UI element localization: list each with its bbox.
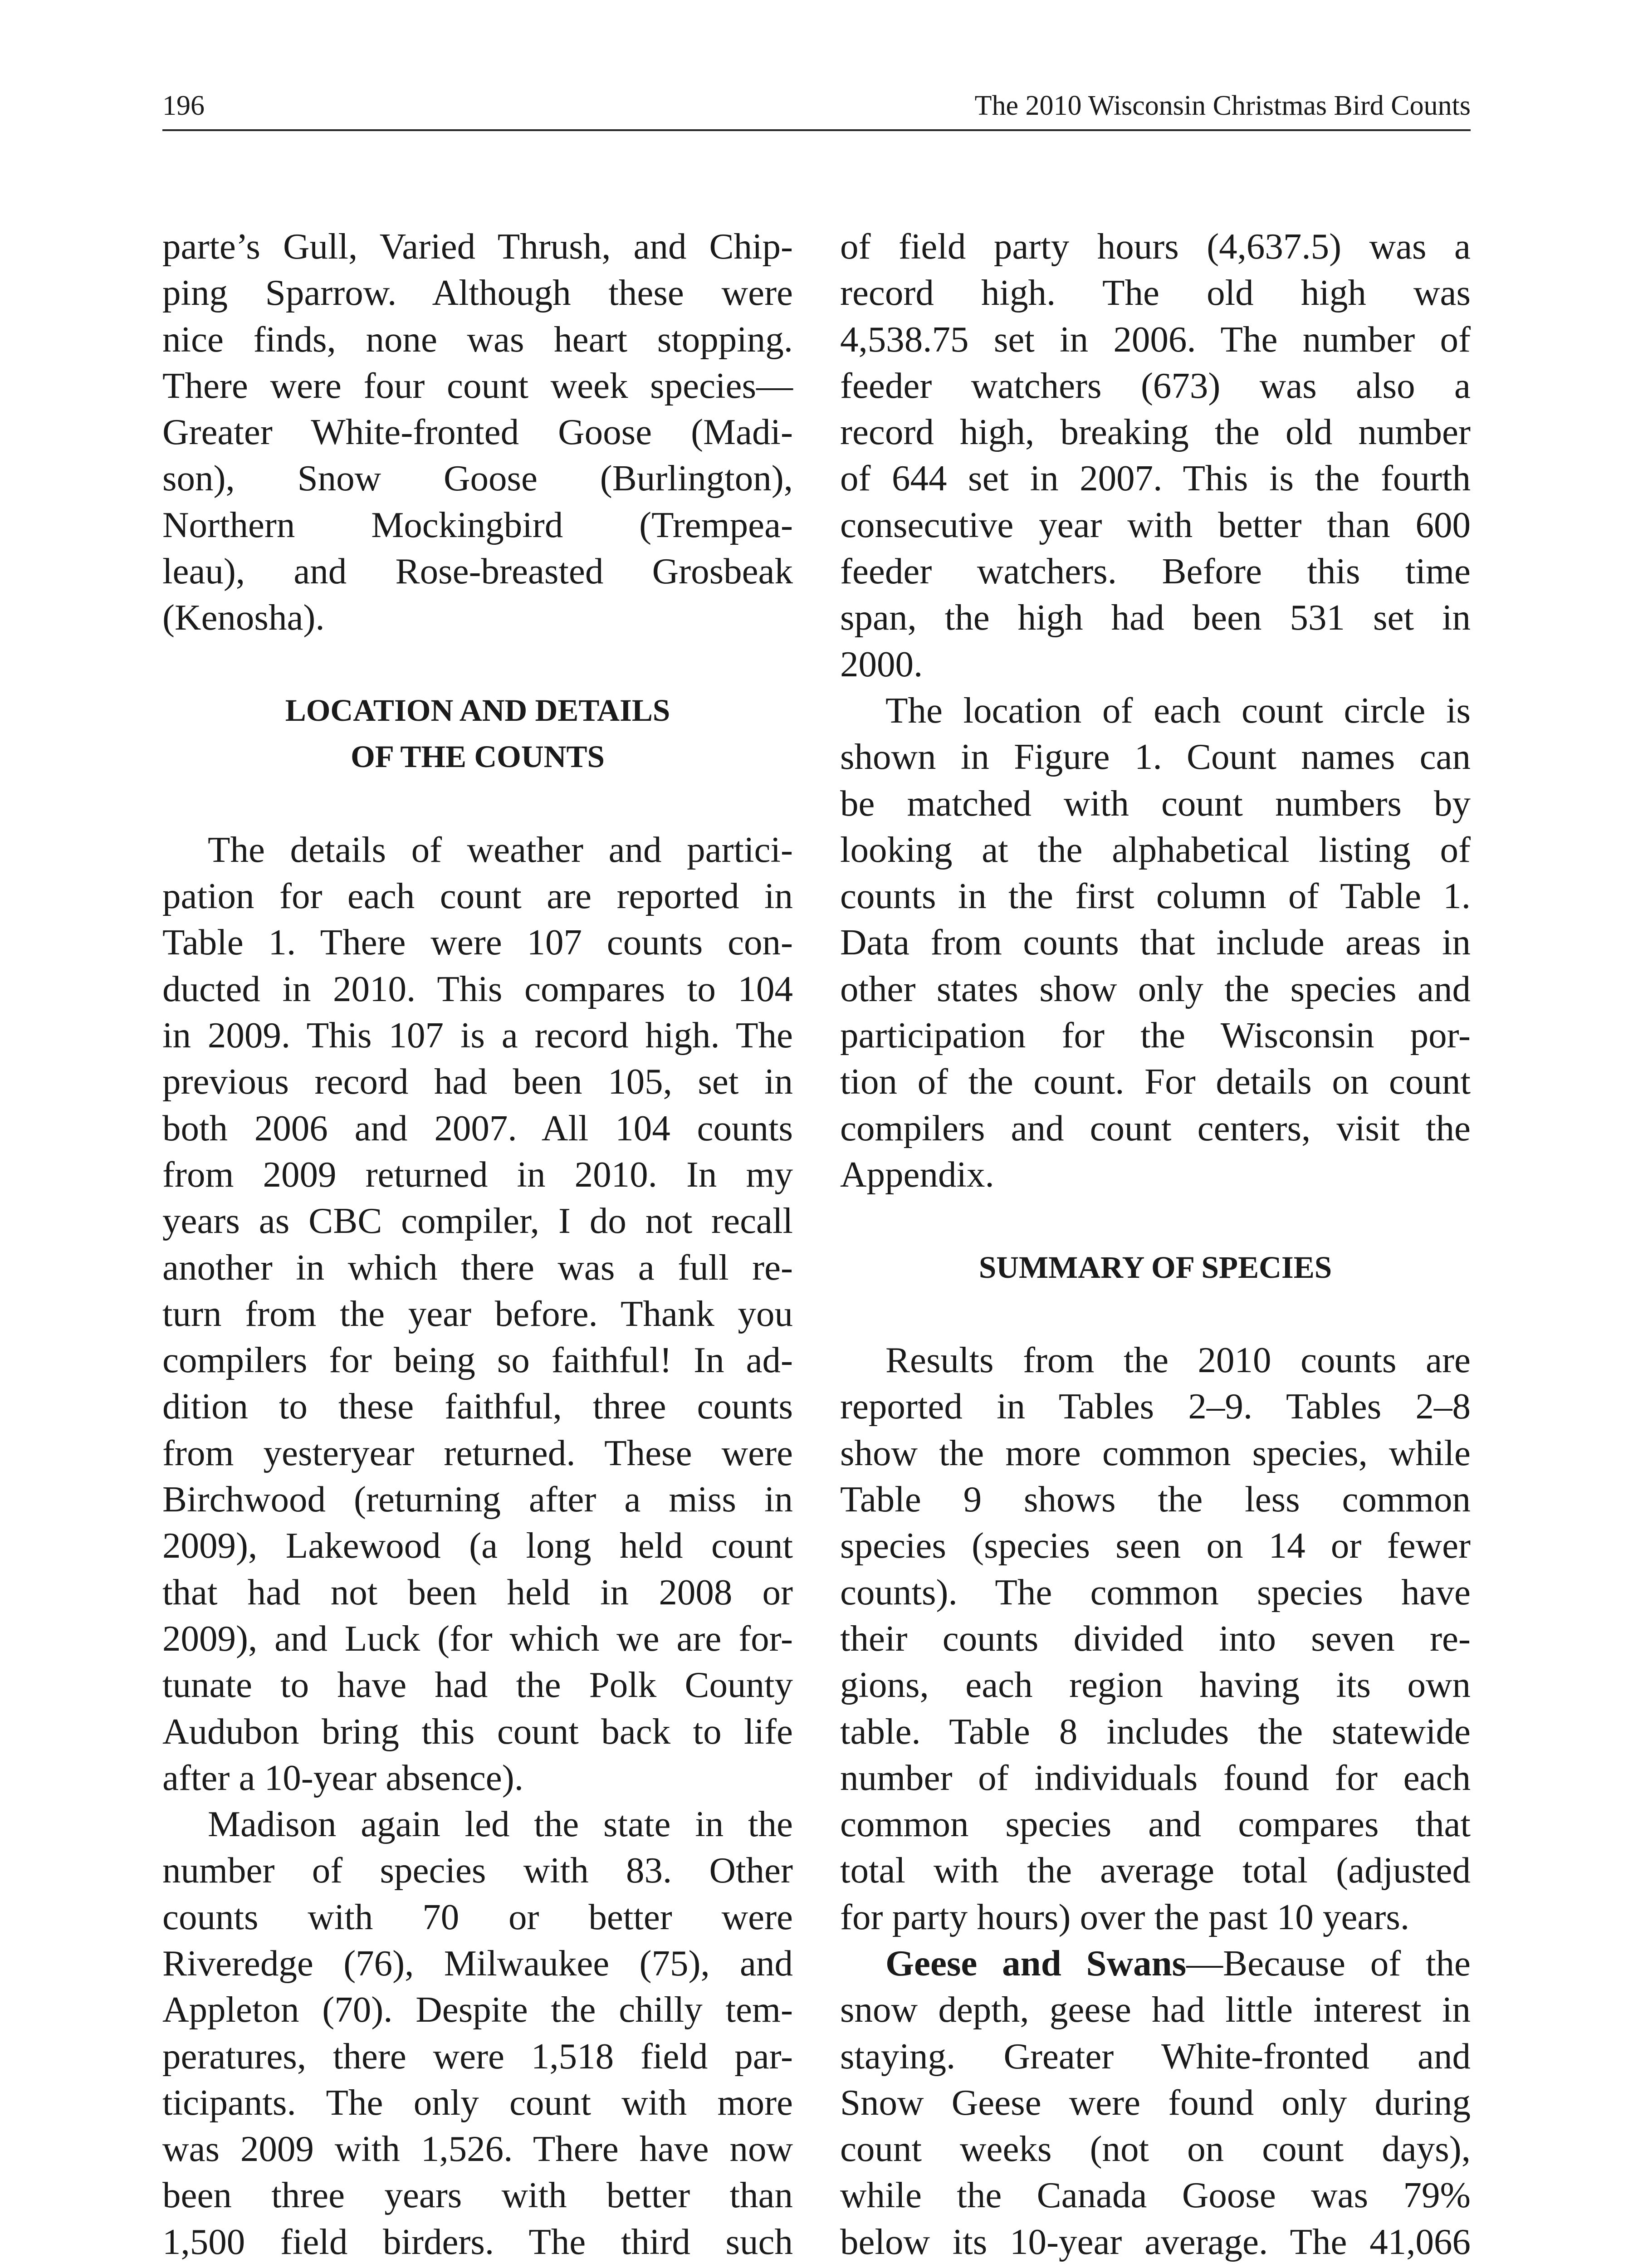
page-number: 196 (162, 90, 205, 121)
text-line: other states show only the species and (840, 968, 1471, 1009)
text-line: dition to these faithful, three counts (162, 1386, 793, 1427)
text-line: for party hours) over the past 10 years. (840, 1896, 1410, 1937)
text-line: 1,500 field birders. The third such (162, 2221, 793, 2262)
text-line: looking at the alphabetical listing of (840, 829, 1471, 870)
header-rule (162, 129, 1471, 131)
text-line: shown in Figure 1. Count names can (840, 736, 1471, 777)
text-line: table. Table 8 includes the statewide (840, 1711, 1471, 1752)
right-column (840, 223, 1471, 2268)
paragraph-madison (162, 1801, 793, 2268)
section-heading-location (162, 687, 793, 780)
text-line: of 644 set in 2007. This is the fourth (840, 458, 1471, 499)
text-line: The details of weather and partici- (208, 829, 793, 870)
text-line: species (species seen on 14 or fewer (840, 1525, 1471, 1566)
text-line: ticipants. The only count with more (162, 2082, 793, 2123)
text-line (840, 1940, 1471, 1986)
text-line: number of individuals found for each (840, 1757, 1471, 1798)
intro-paragraph (162, 223, 793, 641)
text-line: tunate to have had the Polk County (162, 1664, 793, 1706)
text-line: was 2009 with 1,526. There have now (162, 2128, 793, 2170)
text-line: number of species with 83. Other (162, 1850, 793, 1891)
text-line: while the Canada Goose was 79% (840, 2175, 1471, 2216)
text-line: feeder watchers (673) was also a (840, 365, 1471, 406)
text-line: record high. The old high was (840, 272, 1471, 313)
text-line: that had not been held in 2008 or (162, 1571, 793, 1613)
text-line: after a 10-year absence). (162, 1757, 523, 1798)
text-line: Audubon bring this count back to life (162, 1711, 793, 1752)
text-line: son), Snow Goose (Burlington), (162, 458, 793, 499)
text-line: tion of the count. For details on count (840, 1061, 1471, 1102)
text-line: below its 10-year average. The 41,066 (840, 2221, 1471, 2262)
text-line: leau), and Rose-breasted Grosbeak (162, 551, 793, 592)
heading-line: LOCATION AND DETAILS (285, 693, 670, 728)
text-line: There were four count week species— (162, 365, 793, 406)
text-line: Appleton (70). Despite the chilly tem- (162, 1989, 793, 2030)
text-line: compilers for being so faithful! In ad- (162, 1339, 793, 1381)
text-line: Birchwood (returning after a miss in (162, 1479, 793, 1520)
text-line: staying. Greater White-fronted and (840, 2035, 1471, 2077)
text-line: be matched with count numbers by (840, 782, 1471, 824)
text-line: counts in the first column of Table 1. (840, 875, 1471, 917)
text-line: of field party hours (4,637.5) was a (840, 226, 1471, 267)
text-line: consecutive year with better than 600 (840, 504, 1471, 545)
text-line: both 2006 and 2007. All 104 counts (162, 1107, 793, 1149)
text-line: total with the average total (adjusted (840, 1850, 1471, 1891)
text-line: previous record had been 105, set in (162, 1061, 793, 1102)
text-line: ping Sparrow. Although these were (162, 272, 793, 313)
text-run: —Because of the (1186, 1942, 1471, 1984)
text-line: common species and compares that (840, 1804, 1471, 1845)
left-column (162, 223, 793, 2268)
text-line: counts). The common species have (840, 1571, 1471, 1613)
text-line: their counts divided into seven re- (840, 1618, 1471, 1659)
paragraph-results (840, 1337, 1471, 1940)
text-line: Northern Mockingbird (Trempea- (162, 504, 793, 545)
running-title: The 2010 Wisconsin Christmas Bird Counts (974, 90, 1471, 121)
text-line: compilers and count centers, visit the (840, 1107, 1471, 1149)
paragraph-geese-swans (840, 1940, 1471, 2268)
run-in-heading-geese-swans: Geese and Swans (885, 1942, 1187, 1984)
section-heading-summary: SUMMARY OF SPECIES (978, 1250, 1332, 1285)
text-line: years as CBC compiler, I do not recall (162, 1200, 793, 1242)
text-line: participation for the Wisconsin por- (840, 1015, 1471, 1056)
text-line: 4,538.75 set in 2006. The number of (840, 318, 1471, 360)
text-line: reported in Tables 2–9. Tables 2–8 (840, 1386, 1471, 1427)
text-line: Table 1. There were 107 counts con- (162, 922, 793, 963)
text-line: Snow Geese were found only during (840, 2082, 1471, 2123)
text-line: Table 9 shows the less common (840, 1479, 1471, 1520)
text-line: 2009), Lakewood (a long held count (162, 1525, 793, 1566)
text-line: Data from counts that include areas in (840, 922, 1471, 963)
text-line: Greater White-fronted Goose (Madi- (162, 411, 793, 453)
text-line: been three years with better than (162, 2175, 793, 2216)
text-line: Results from the 2010 counts are (885, 1339, 1471, 1381)
text-line: Appendix. (840, 1154, 994, 1195)
text-line: span, the high had been 531 set in (840, 597, 1471, 638)
text-line: ducted in 2010. This compares to 104 (162, 968, 793, 1009)
text-line: Riveredge (76), Milwaukee (75), and (162, 1942, 793, 1984)
paragraph-party-hours (840, 223, 1471, 687)
text-line: feeder watchers. Before this time (840, 551, 1471, 592)
text-line: another in which there was a full re- (162, 1246, 793, 1288)
text-line: parte’s Gull, Varied Thrush, and Chip- (162, 226, 793, 267)
text-line: from yesteryear returned. These were (162, 1432, 793, 1473)
text-line: show the more common species, while (840, 1432, 1471, 1473)
text-line: in 2009. This 107 is a record high. The (162, 1015, 793, 1056)
text-line: (Kenosha). (162, 597, 325, 638)
text-line: The location of each count circle is (885, 689, 1471, 731)
text-line: from 2009 returned in 2010. In my (162, 1154, 793, 1195)
text-line: peratures, there were 1,518 field par- (162, 2035, 793, 2077)
heading-line: OF THE COUNTS (351, 739, 605, 774)
text-line: count weeks (not on count days), (840, 2128, 1471, 2170)
paragraph-details (162, 826, 793, 1801)
paragraph-location (840, 687, 1471, 1198)
text-line: record high, breaking the old number (840, 411, 1471, 453)
text-line: 2000. (840, 643, 923, 684)
text-line: pation for each count are reported in (162, 875, 793, 917)
text-line: nice finds, none was heart stopping. (162, 318, 793, 360)
text-line: gions, each region having its own (840, 1664, 1471, 1706)
text-line: turn from the year before. Thank you (162, 1293, 793, 1334)
text-line (162, 2265, 793, 2268)
text-line: snow depth, geese had little interest in (840, 1989, 1471, 2030)
text-line (840, 2265, 1471, 2268)
text-line: counts with 70 or better were (162, 1896, 793, 1937)
text-line: 2009), and Luck (for which we are for- (162, 1618, 793, 1659)
text-line: Madison again led the state in the (208, 1804, 793, 1845)
